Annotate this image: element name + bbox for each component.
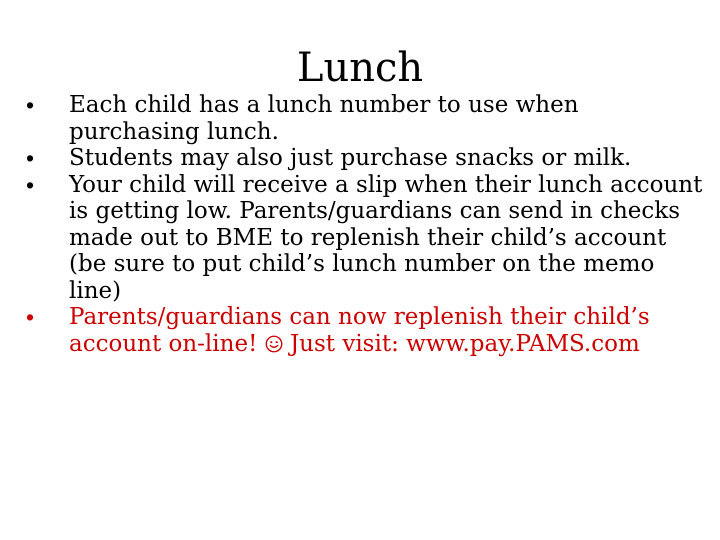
bullet-marker: • <box>26 304 35 330</box>
smiley-face-icon <box>265 335 283 353</box>
bullet-text-before-icon: Parents/guardians can now replenish their child’s account on-line! <box>69 304 650 357</box>
bullet-item-lunch-number <box>24 92 704 145</box>
bullet-marker: • <box>26 145 35 171</box>
bullet-text: Your child will receive a slip when their lunch account is getting low. Parents/guardians can send in checks made out to BME to replenish their child’s account (be sure to put child’s lunch number on the memo line) <box>69 171 703 304</box>
bullet-item-low-balance-slip <box>24 172 704 305</box>
bullet-item-online-payment <box>24 304 704 357</box>
bullet-list <box>24 92 704 357</box>
bullet-marker: • <box>26 92 35 118</box>
slide-title: Lunch <box>296 45 424 91</box>
bullet-text-after-icon: Just visit: www.pay.PAMS.com <box>289 330 640 357</box>
bullet-text: Each child has a lunch number to use when purchasing lunch. <box>69 92 579 145</box>
bullet-item-snacks <box>24 145 704 172</box>
bullet-marker: • <box>26 171 35 198</box>
bullet-text: Students may also just purchase snacks or milk. <box>69 145 632 171</box>
